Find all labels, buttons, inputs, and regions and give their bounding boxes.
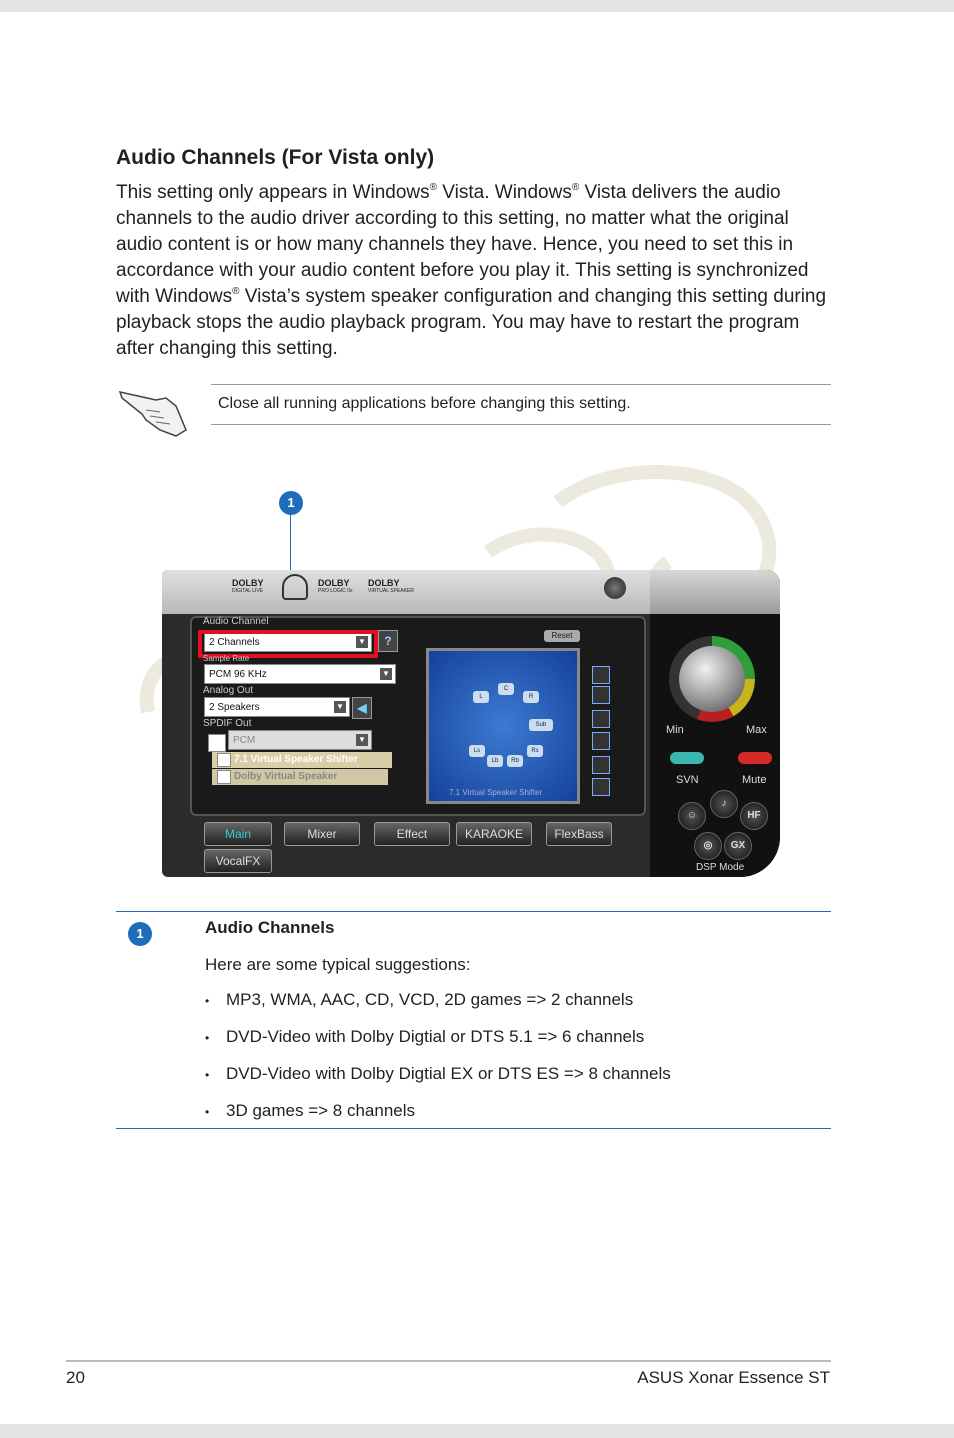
audio-channel-select[interactable]: 2 Channels ▼	[204, 632, 372, 652]
sample-rate-select[interactable]: PCM 96 KHz ▼	[204, 664, 396, 684]
rotate-icon[interactable]	[592, 756, 610, 774]
chevron-down-icon[interactable]: ▼	[334, 701, 346, 713]
speaker-sub[interactable]: Sub	[529, 719, 553, 731]
speaker-rs[interactable]: Rs	[527, 745, 543, 757]
page-edge-bottom	[0, 1424, 954, 1438]
movie-icon[interactable]: ◎	[694, 832, 722, 860]
dolby-live-logo: DOLBY DIGITAL LIVE	[232, 578, 264, 594]
mute-label: Mute	[742, 774, 767, 786]
dolby-virtual-checkbox[interactable]	[217, 770, 231, 784]
table-number-marker: 1	[128, 922, 152, 946]
pointing-hand-icon	[116, 380, 190, 438]
zoom-out-icon[interactable]	[592, 686, 610, 704]
dolby-virtual-logo: DOLBY VIRTUAL SPEAKER	[368, 578, 414, 594]
rotate-icon[interactable]	[592, 732, 610, 750]
table-title: Audio Channels	[205, 918, 335, 937]
game-icon[interactable]: ☺	[678, 802, 706, 830]
page-edge-top	[0, 0, 954, 12]
sample-rate-label: Sample Rate	[203, 654, 250, 663]
svn-toggle[interactable]	[670, 752, 704, 764]
dolby-prologic-logo: DOLBY PRO LOGIC IIx	[318, 578, 353, 594]
mute-toggle[interactable]	[738, 752, 772, 764]
volume-panel-rim	[650, 570, 780, 614]
tab-mixer[interactable]: Mixer	[284, 822, 360, 846]
power-knob-icon[interactable]	[604, 577, 626, 599]
note-rule-top	[211, 384, 831, 385]
spdif-checkbox[interactable]	[208, 734, 226, 752]
note-rule-bottom	[211, 424, 831, 425]
list-item: • MP3, WMA, AAC, CD, VCD, 2D games => 2 channels	[205, 990, 671, 1027]
speaker-test-icon[interactable]: ◀	[352, 697, 372, 719]
reset-button[interactable]: Reset	[544, 630, 580, 642]
section-heading: Audio Channels (For Vista only)	[116, 146, 435, 169]
tab-flexbass[interactable]: FlexBass	[546, 822, 612, 846]
analog-out-select[interactable]: 2 Speakers ▼	[204, 697, 350, 717]
list-item: • DVD-Video with Dolby Digtial EX or DTS ES => 8 channels	[205, 1064, 671, 1101]
tab-effect[interactable]: Effect	[374, 822, 450, 846]
suggestion-list	[205, 990, 671, 1138]
tab-vocalfx[interactable]: VocalFX	[204, 849, 272, 873]
volume-panel	[650, 570, 780, 877]
spdif-out-label: SPDIF Out	[203, 718, 252, 729]
speaker-rb[interactable]: Rb	[507, 755, 523, 767]
zoom-in-icon[interactable]	[592, 666, 610, 684]
svn-label: SVN	[676, 774, 699, 786]
list-item: • DVD-Video with Dolby Digtial or DTS 5.1 => 6 channels	[205, 1027, 671, 1064]
audio-center-panel	[162, 570, 780, 877]
speaker-lb[interactable]: Lb	[487, 755, 503, 767]
chevron-down-icon[interactable]: ▼	[380, 668, 392, 680]
spdif-out-select[interactable]: PCM ▼	[228, 730, 372, 750]
table-intro: Here are some typical suggestions:	[205, 955, 471, 974]
max-label: Max	[746, 724, 767, 736]
tab-main[interactable]: Main	[204, 822, 272, 846]
rotate-icon[interactable]	[592, 710, 610, 728]
chevron-down-icon[interactable]: ▼	[356, 636, 368, 648]
audio-channel-label: Audio Channel	[203, 616, 269, 627]
analog-out-label: Analog Out	[203, 685, 254, 696]
speaker-position-view[interactable]	[426, 648, 580, 804]
footer-rule	[66, 1360, 831, 1362]
virtual-shifter-checkbox[interactable]	[217, 753, 231, 767]
rotate-icon[interactable]	[592, 778, 610, 796]
callout-marker: 1	[279, 491, 303, 515]
speaker-r[interactable]: R	[523, 691, 539, 703]
panel-topbar	[162, 570, 650, 614]
speaker-l[interactable]: L	[473, 691, 489, 703]
page-number: 20	[66, 1368, 85, 1387]
chevron-down-icon[interactable]: ▼	[356, 734, 368, 746]
min-label: Min	[666, 724, 684, 736]
table-rule-top	[116, 911, 831, 912]
product-name: ASUS Xonar Essence ST	[637, 1368, 830, 1387]
dsp-mode-label: DSP Mode	[696, 862, 745, 873]
list-item: • 3D games => 8 channels	[205, 1101, 671, 1138]
note-text: Close all running applications before changing this setting.	[218, 395, 631, 412]
dolby-virtual-option[interactable]: Dolby Virtual Speaker	[212, 769, 388, 785]
help-button[interactable]: ?	[378, 630, 398, 652]
music-note-icon[interactable]: ♪	[710, 790, 738, 818]
section-paragraph: This setting only appears in Windows® Vista. Windows® Vista delivers the audio channels to the audio driver according to this setting, no matter what the original audio content is or how many channels they have. Hence, you need to set this in accordance with your audio content before you play it. This setting is synchronized with Windows® Vista’s system speaker configuration and changing this setting during playback stops the audio playback program. You may have to restart the program after changing this setting.	[116, 182, 827, 359]
virtual-shifter-option[interactable]: 7.1 Virtual Speaker Shifter	[212, 752, 392, 768]
gx-button[interactable]: GX	[724, 832, 752, 860]
hf-button[interactable]: HF	[740, 802, 768, 830]
table-rule-bottom	[116, 1128, 831, 1129]
volume-knob[interactable]	[679, 646, 745, 712]
speaker-ls[interactable]: Ls	[469, 745, 485, 757]
speaker-c[interactable]: C	[498, 683, 514, 695]
virtual-shifter-caption: 7.1 Virtual Speaker Shifter	[449, 788, 543, 797]
headphone-icon[interactable]	[282, 574, 308, 600]
tab-karaoke[interactable]: KARAOKE	[456, 822, 532, 846]
